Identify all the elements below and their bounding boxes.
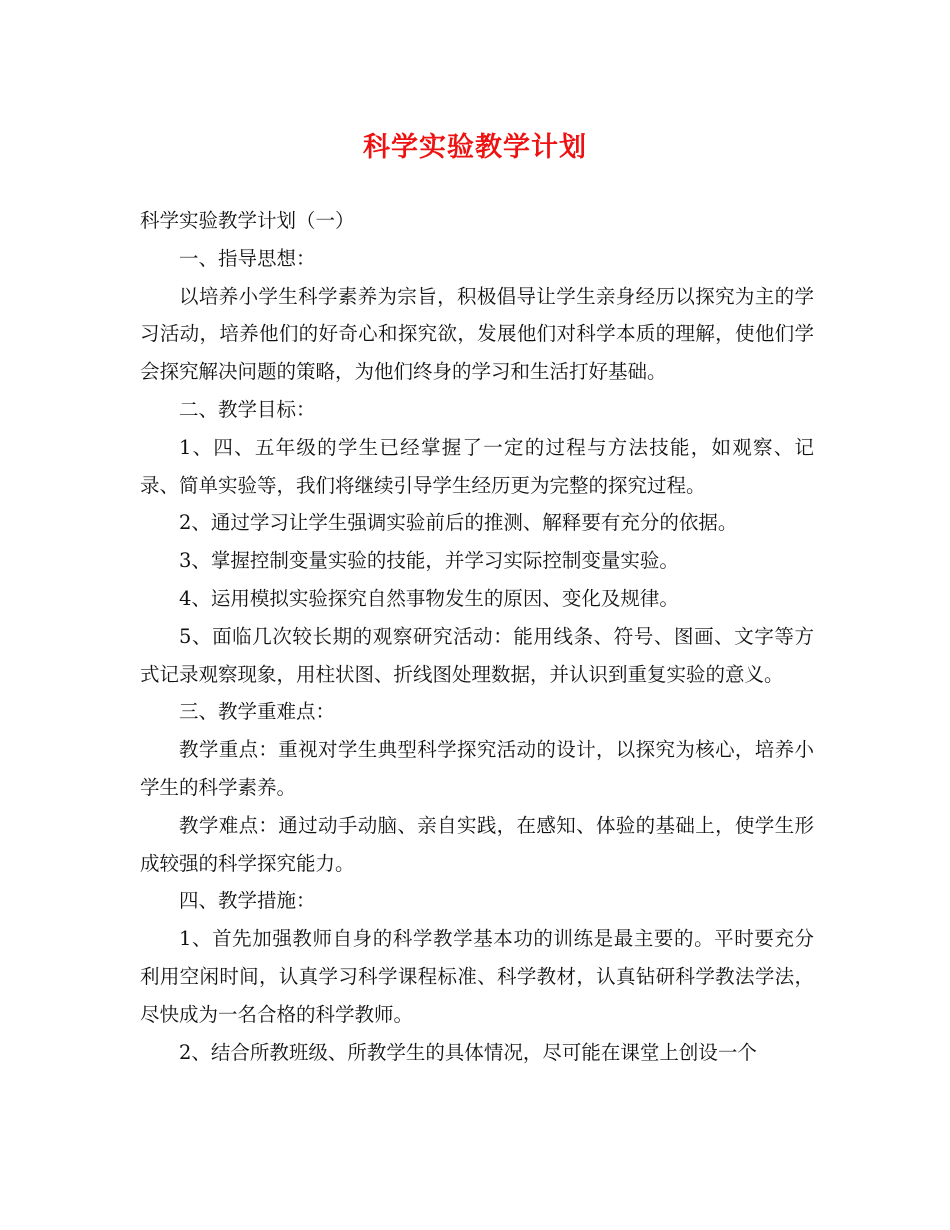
section-heading-key-points: 三、教学重难点： <box>179 700 336 724</box>
section-heading-teaching-goals: 二、教学目标： <box>179 397 316 421</box>
paragraph-difficult-point: 教学难点：通过动手动脑、亲自实践，在感知、体验的基础上，使学生形成较强的科学探究能力。 <box>140 813 814 875</box>
goal-item-2: 2、通过学习让学生强调实验前后的推测、解释要有充分的依据。 <box>179 511 738 535</box>
section-heading-measures: 四、教学措施： <box>179 889 316 913</box>
section-heading-plan: 科学实验教学计划（一） <box>140 209 355 232</box>
paragraph-guiding-thought: 以培养小学生科学素养为宗旨，积极倡导让学生亲身经历以探究为主的学习活动，培养他们的好奇心和探究欲，发展他们对科学本质的理解，使他们学会探究解决问题的策略，为他们终身的学习和生活打好基础。 <box>140 284 814 384</box>
goal-item-4: 4、运用模拟实验探究自然事物发生的原因、变化及规律。 <box>179 586 679 610</box>
measure-item-1: 1、首先加强教师自身的科学教学基本功的训练是最主要的。平时要充分利用空闲时间，认真学习科学课程标准、科学教材，认真钻研科学教法学法，尽快成为一名合格的科学教师。 <box>140 927 814 1026</box>
measure-item-2: 2、结合所教班级、所教学生的具体情况，尽可能在课堂上创设一个 <box>179 1040 757 1064</box>
document-title: 科学实验教学计划 <box>363 132 587 163</box>
goal-item-3: 3、掌握控制变量实验的技能，并学习实际控制变量实验。 <box>179 549 679 573</box>
goal-item-5: 5、面临几次较长期的观察研究活动：能用线条、符号、图画、文字等方式记录观察现象，用柱状图、折线图处理数据，并认识到重复实验的意义。 <box>140 624 814 686</box>
paragraph-key-point: 教学重点：重视对学生典型科学探究活动的设计，以探究为核心，培养小学生的科学素养。 <box>140 738 814 799</box>
document-body <box>140 202 814 1071</box>
goal-item-1: 1、四、五年级的学生已经掌握了一定的过程与方法技能，如观察、记录、简单实验等，我们将继续引导学生经历更为完整的探究过程。 <box>140 435 814 497</box>
section-heading-guiding-thought: 一、指导思想： <box>179 246 316 270</box>
